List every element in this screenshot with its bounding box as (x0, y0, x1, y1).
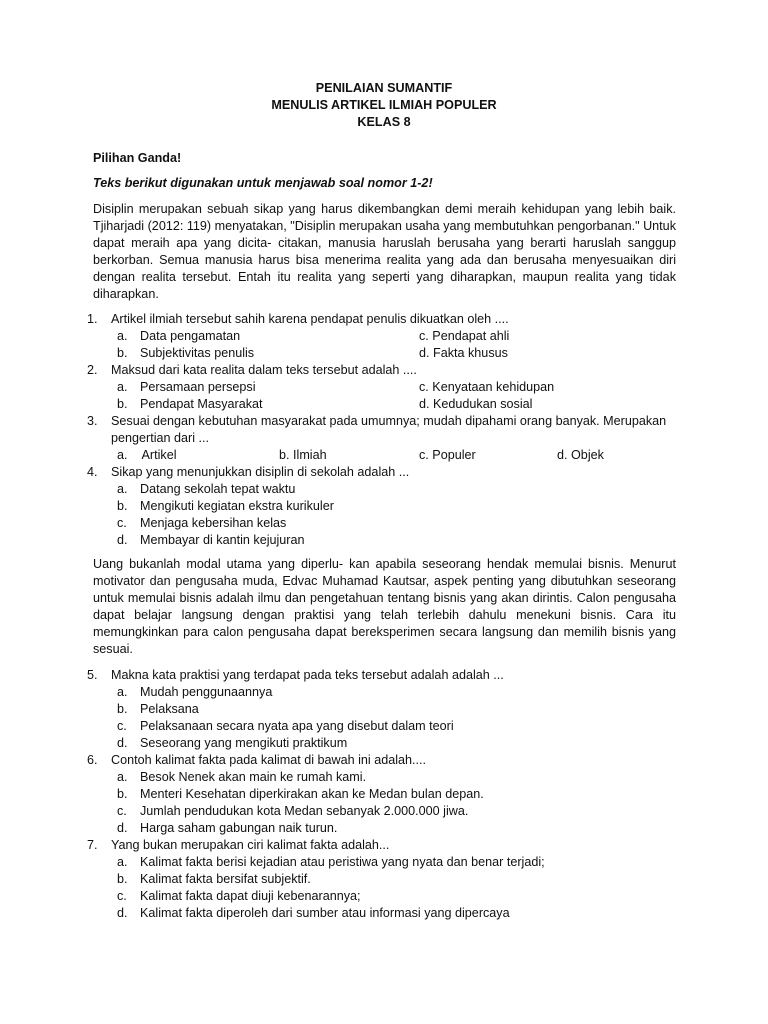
question-7 (87, 837, 687, 922)
option-row (111, 447, 687, 464)
options (111, 481, 687, 549)
option-row (111, 345, 687, 362)
question-number: 6. (87, 753, 98, 767)
option-text: Populer (432, 448, 476, 462)
option-row (111, 854, 687, 871)
option-text: Pelaksanaan secara nyata apa yang disebut dalam teori (140, 719, 454, 733)
question-list-2 (87, 667, 687, 922)
option-a (117, 447, 177, 464)
option-label: b. (117, 872, 128, 886)
option-row (111, 515, 687, 532)
option-text: Pendapat Masyarakat (140, 397, 263, 411)
option-row (111, 888, 687, 905)
options (111, 854, 687, 922)
option-row (111, 701, 687, 718)
option-text: Harga saham gabungan naik turun. (140, 821, 338, 835)
option-label: b. (117, 787, 128, 801)
option-c (419, 379, 554, 396)
option-row (111, 379, 687, 396)
option-row (111, 684, 687, 701)
document-header (0, 80, 768, 131)
option-text: Jumlah pendudukan kota Medan sebanyak 2.000.000 jiwa. (140, 804, 469, 818)
options (111, 769, 687, 837)
option-label: b. (117, 397, 128, 411)
option-text: Pendapat ahli (432, 329, 510, 343)
option-label: c. (117, 889, 127, 903)
option-row (111, 820, 687, 837)
option-label: c. (117, 719, 127, 733)
question-4 (87, 464, 687, 549)
option-label: b. (117, 702, 128, 716)
option-text: Fakta khusus (433, 346, 508, 360)
option-text: Datang sekolah tepat waktu (140, 482, 296, 496)
question-list-1 (87, 311, 687, 549)
option-label: a. (117, 380, 128, 394)
option-label: d. (117, 736, 128, 750)
question-text: Sesuai dengan kebutuhan masyarakat pada umumnya; mudah dipahami orang banyak. Merupakan pengertian dari ... (111, 414, 667, 445)
option-row (111, 786, 687, 803)
option-label: b. (279, 448, 290, 462)
option-text: Kalimat fakta berisi kejadian atau peristiwa yang nyata dan benar terjadi; (140, 855, 545, 869)
title-line-1: PENILAIAN SUMANTIF (315, 81, 453, 95)
option-row (111, 718, 687, 735)
option-label: b. (117, 346, 128, 360)
option-label: a. (117, 855, 128, 869)
reading-paragraph-2: Uang bukanlah modal utama yang diperlu- kan apabila seseorang hendak memulai bisnis. Menurut motivator dan pengusaha muda, Edvac Muhamad Kautsar, aspek penting yang dibutuhkan seseorang untuk memulai bisnis adalah ilmu dan pengetahuan tentang bisnis yang akan dirintis. Calon pengusaha dapat belajar langsung dengan praktisi yang telah terlebih dahulu menekuni bisnis. Cara itu memungkinkan para calon pengusaha dapat bereksperimen secara langsung dan memilih bisnis yang sesuai. (93, 557, 676, 656)
option-label: d. (117, 906, 128, 920)
option-text: Kalimat fakta dapat diuji kebenarannya; (140, 889, 361, 903)
option-text: Subjektivitas penulis (140, 346, 255, 360)
question-5 (87, 667, 687, 752)
option-text: Pelaksana (140, 702, 199, 716)
question-number: 2. (87, 363, 98, 377)
option-label: d. (557, 448, 568, 462)
option-text: Membayar di kantin kejujuran (140, 533, 305, 547)
question-text: Maksud dari kata realita dalam teks tersebut adalah .... (111, 363, 417, 377)
option-row (111, 803, 687, 820)
option-c (419, 447, 476, 464)
question-number: 4. (87, 465, 98, 479)
option-label: d. (419, 346, 430, 360)
option-text: Kalimat fakta diperoleh dari sumber atau informasi yang dipercaya (140, 906, 510, 920)
options (111, 684, 687, 752)
reading-paragraph-1: Disiplin merupakan sebuah sikap yang harus dikembangkan demi meraih kehidupan yang lebih baik. Tjiharjadi (2012: 119) menyatakan, "Disiplin merupakan usaha yang membutuhkan pengorbanan." Untuk dapat meraih apa yang dicita- citakan, manusia haruslah berusaha yang berarti haruslah sanggup berkorban. Semua manusia harus bisa menerima realita yang ada dan berusaha menyesuaikan diri dengan realita tersebut. Entah itu realita yang seperti yang diharapkan, maupun realita yang tidak diharapkan. (93, 202, 676, 301)
options (111, 379, 687, 413)
option-label: d. (117, 533, 128, 547)
title-line-3: KELAS 8 (357, 115, 411, 129)
question-text: Makna kata praktisi yang terdapat pada teks tersebut adalah adalah ... (111, 668, 504, 682)
question-text: Contoh kalimat fakta pada kalimat di bawah ini adalah.... (111, 753, 427, 767)
option-text: Mudah penggunaannya (140, 685, 273, 699)
options (111, 447, 687, 464)
option-label: a. (117, 448, 128, 462)
option-text: Objek (571, 448, 604, 462)
option-label: a. (117, 329, 128, 343)
option-row (111, 871, 687, 888)
option-text: Persamaan persepsi (140, 380, 256, 394)
option-text: Mengikuti kegiatan ekstra kurikuler (140, 499, 334, 513)
question-text: Yang bukan merupakan ciri kalimat fakta adalah... (111, 838, 390, 852)
question-6 (87, 752, 687, 837)
section-label: Pilihan Ganda! (93, 151, 182, 165)
option-d (419, 345, 508, 362)
option-text: Kedudukan sosial (433, 397, 533, 411)
option-row (111, 769, 687, 786)
option-c (419, 328, 509, 345)
option-label: d. (419, 397, 430, 411)
question-number: 7. (87, 838, 98, 852)
option-label: c. (419, 329, 429, 343)
option-label: c. (117, 516, 127, 530)
option-label: d. (117, 821, 128, 835)
options (111, 328, 687, 362)
option-text: Seseorang yang mengikuti praktikum (140, 736, 348, 750)
option-text: Menteri Kesehatan diperkirakan akan ke Medan bulan depan. (140, 787, 484, 801)
option-text: Ilmiah (293, 448, 327, 462)
option-label: c. (419, 380, 429, 394)
question-text: Artikel ilmiah tersebut sahih karena pendapat penulis dikuatkan oleh .... (111, 312, 509, 326)
option-row (111, 735, 687, 752)
option-label: c. (419, 448, 429, 462)
question-number: 5. (87, 668, 98, 682)
option-text: Data pengamatan (140, 329, 241, 343)
option-b (279, 447, 327, 464)
option-row (111, 328, 687, 345)
question-1 (87, 311, 687, 362)
question-number: 1. (87, 312, 98, 326)
option-label: b. (117, 499, 128, 513)
option-row (111, 905, 687, 922)
option-text: Artikel (141, 448, 177, 462)
option-row (111, 481, 687, 498)
option-row (111, 498, 687, 515)
question-2 (87, 362, 687, 413)
option-text: Menjaga kebersihan kelas (140, 516, 287, 530)
question-number: 3. (87, 414, 98, 428)
option-text: Besok Nenek akan main ke rumah kami. (140, 770, 367, 784)
title-line-2: MENULIS ARTIKEL ILMIAH POPULER (271, 98, 497, 112)
option-label: a. (117, 685, 128, 699)
instruction-text: Teks berikut digunakan untuk menjawab soal nomor 1-2! (93, 176, 433, 190)
question-text: Sikap yang menunjukkan disiplin di sekolah adalah ... (111, 465, 410, 479)
question-3 (87, 413, 687, 464)
option-text: Kenyataan kehidupan (432, 380, 555, 394)
option-label: c. (117, 804, 127, 818)
option-label: a. (117, 770, 128, 784)
option-row (111, 396, 687, 413)
option-d (419, 396, 532, 413)
option-label: a. (117, 482, 128, 496)
option-text: Kalimat fakta bersifat subjektif. (140, 872, 311, 886)
option-d (557, 447, 604, 464)
option-row (111, 532, 687, 549)
